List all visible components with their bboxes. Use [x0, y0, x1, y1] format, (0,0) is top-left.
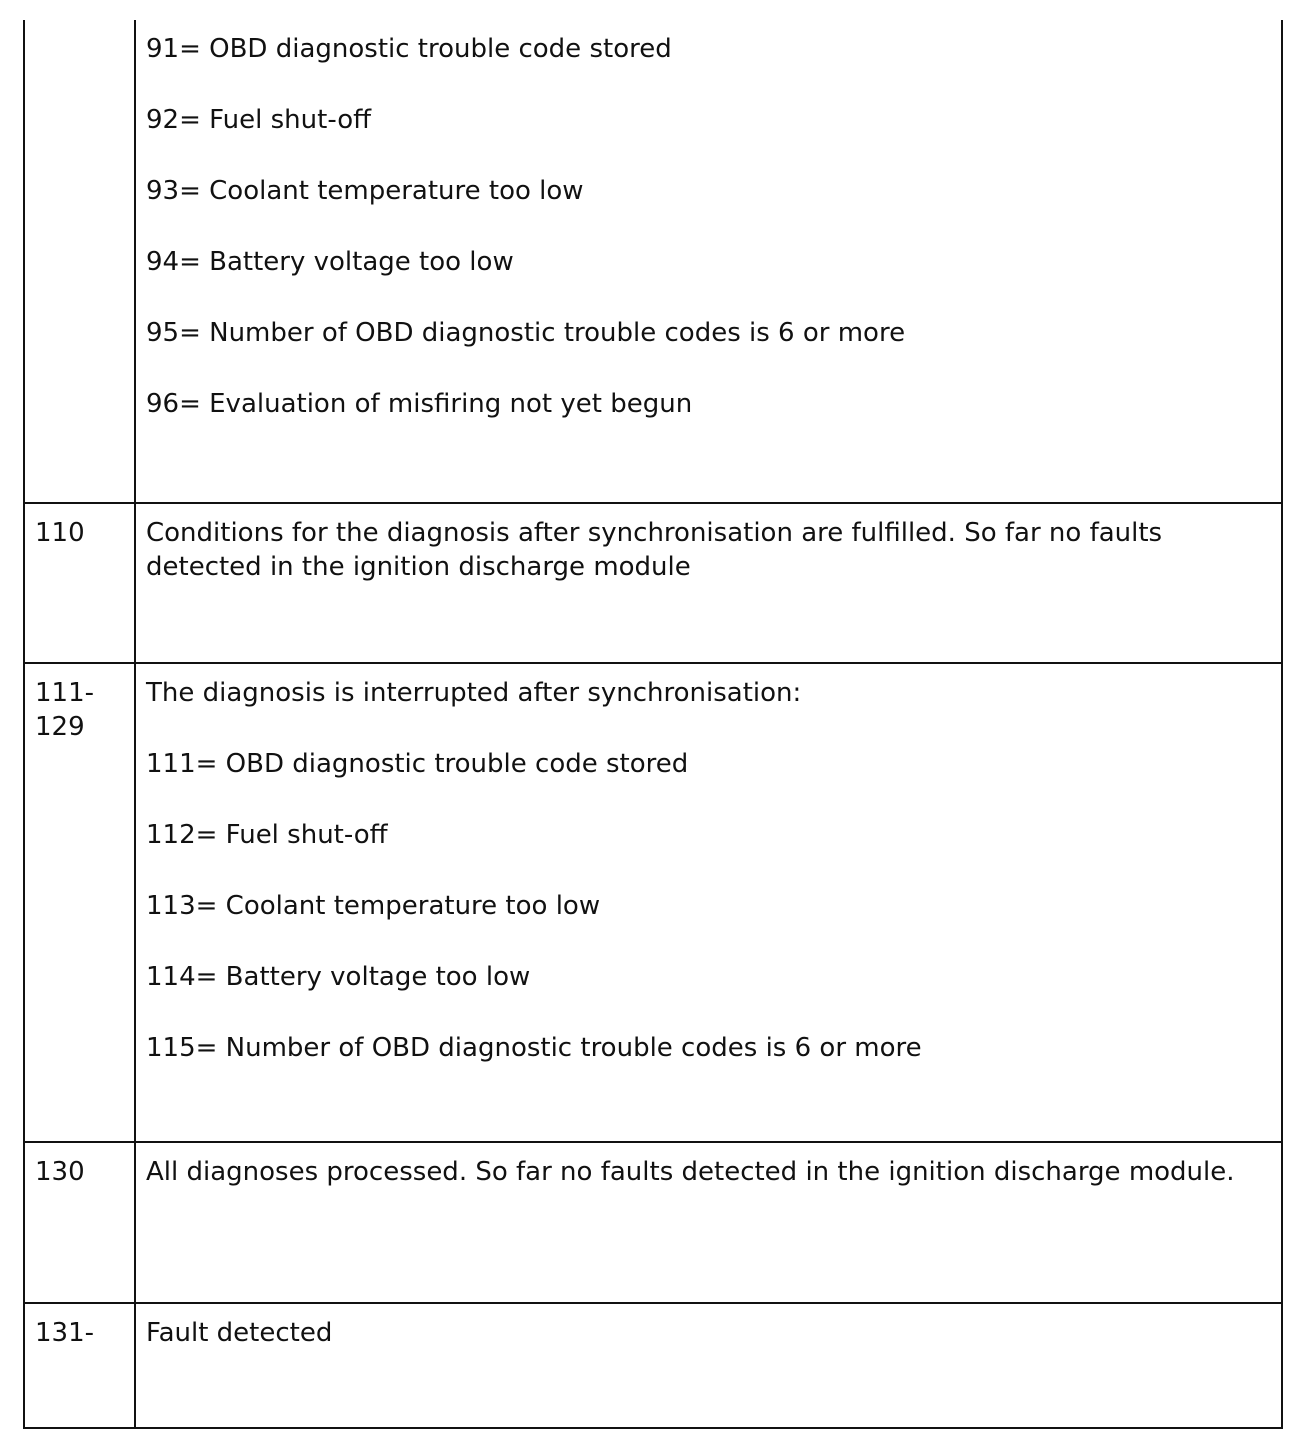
description-line: 94= Battery voltage too low: [146, 247, 514, 277]
table-row: [25, 20, 1281, 502]
description-cell: [136, 20, 1281, 502]
description-line: All diagnoses processed. So far no faults detected in the ignition discharge module.: [146, 1157, 1235, 1187]
description-line: Conditions for the diagnosis after synchronisation are fulfilled. So far no faults detected in the ignition discharge module: [146, 518, 1163, 582]
description-line: The diagnosis is interrupted after synchronisation:: [146, 678, 802, 708]
description-line: Fault detected: [146, 1318, 333, 1348]
description-line: 115= Number of OBD diagnostic trouble codes is 6 or more: [146, 1033, 922, 1063]
code-cell: 131-: [25, 1304, 136, 1427]
description-line: 93= Coolant temperature too low: [146, 176, 584, 206]
code-cell: 130: [25, 1143, 136, 1302]
code-cell: 110: [25, 504, 136, 662]
description-cell: [136, 1304, 1281, 1427]
table-row: [25, 1302, 1281, 1427]
table-row: [25, 502, 1281, 662]
table-row: [25, 662, 1281, 1142]
description-cell: [136, 1143, 1281, 1302]
diagnosis-code-table: [23, 20, 1283, 1429]
description-line: 95= Number of OBD diagnostic trouble codes is 6 or more: [146, 318, 906, 348]
description-line: 114= Battery voltage too low: [146, 962, 531, 992]
description-line: 96= Evaluation of misfiring not yet begun: [146, 389, 693, 419]
description-line: 91= OBD diagnostic trouble code stored: [146, 34, 672, 64]
description-line: 92= Fuel shut-off: [146, 105, 372, 135]
description-cell: [136, 504, 1281, 662]
code-cell: 111- 129: [25, 664, 136, 1142]
code-cell: [25, 20, 136, 502]
description-line: 111= OBD diagnostic trouble code stored: [146, 749, 689, 779]
table-row: [25, 1141, 1281, 1302]
description-line: 113= Coolant temperature too low: [146, 891, 601, 921]
description-cell: [136, 664, 1281, 1142]
description-line: 112= Fuel shut-off: [146, 820, 388, 850]
